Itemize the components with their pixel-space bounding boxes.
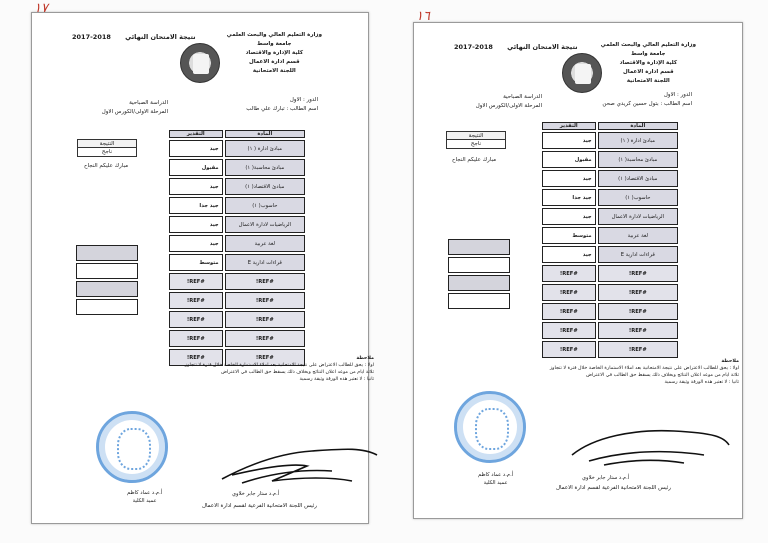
- table-row: [542, 227, 678, 244]
- grade-cell: #REF!: [542, 322, 596, 339]
- signer-name: أ.م.د ستار جابر خلاوي: [582, 475, 630, 481]
- exam-title: [454, 43, 578, 51]
- header-line: جامعة واسط: [631, 51, 666, 57]
- notes-section: [434, 358, 739, 386]
- side-boxes: [76, 245, 138, 317]
- table-row: [169, 197, 305, 214]
- subject-cell: #REF!: [225, 273, 305, 290]
- table-row: [542, 246, 678, 263]
- result-box: [446, 131, 506, 149]
- student-name: اسم الطالب : بتول حسين كريدي صحن: [602, 101, 692, 107]
- subject-cell: #REF!: [598, 284, 678, 301]
- exam-title-text: نتيجة الامتحان النهائي: [507, 43, 578, 51]
- side-box: [76, 281, 138, 297]
- congrats-text: مبارك عليكم النجاح: [452, 157, 497, 163]
- table-row: [169, 140, 305, 157]
- exam-title: [72, 33, 196, 41]
- table-row: [542, 341, 678, 358]
- header-line: وزارة التعليم العالي والبحث العلمي: [226, 32, 322, 38]
- university-logo-icon: [180, 43, 220, 83]
- subject-cell: قراءات ادارية E: [225, 254, 305, 271]
- grade-cell: جيد جدا: [542, 189, 596, 206]
- grade-cell: #REF!: [542, 284, 596, 301]
- header-line: قسم ادارة الاعمال: [623, 69, 674, 75]
- grade-cell: جيد: [542, 132, 596, 149]
- grade-cell: جيد: [542, 208, 596, 225]
- dean-name: أ.م.د عماد كاظم: [478, 472, 514, 478]
- subject-cell: مبادئ ادارة ( ١): [225, 140, 305, 157]
- institution-header: [227, 31, 322, 76]
- grade-cell: متوسط: [169, 254, 223, 271]
- exam-round: الدور : الاول: [663, 92, 692, 98]
- grade-cell: مقبول: [169, 159, 223, 176]
- table-row: [542, 132, 678, 149]
- grade-cell: جيد جدا: [169, 197, 223, 214]
- result-value: ناجح: [78, 148, 136, 156]
- committee-title: رئيس اللجنة الامتحانية الفرعية لقسم ادارة الاعمال: [556, 485, 671, 491]
- note-line: ثانيا : لا تعتبر هذه الورقة وثيقة رسمية: [299, 377, 374, 382]
- side-boxes: [448, 239, 510, 311]
- official-stamp-icon: [96, 411, 168, 483]
- grade-cell: #REF!: [542, 265, 596, 282]
- note-line: ثلاثة ايام من موعد اعلان النتائج وبخلاف ذلك يسقط حق الطالب في الاعتراض: [586, 373, 739, 378]
- result-sheet-left: [31, 1, 374, 524]
- subject-cell: قراءات ادارية E: [598, 246, 678, 263]
- table-row: [542, 189, 678, 206]
- table-row: [542, 208, 678, 225]
- table-row: [542, 151, 678, 168]
- page-number: ١٦: [416, 9, 430, 24]
- table-row: [542, 265, 678, 282]
- grade-cell: مقبول: [542, 151, 596, 168]
- note-line: ثلاثة ايام من موعد اعلان النتائج وبخلاف ذلك يسقط حق الطالب في الاعتراض: [221, 370, 374, 375]
- side-box: [76, 299, 138, 315]
- table-row: [169, 254, 305, 271]
- grade-cell: #REF!: [169, 349, 223, 366]
- subject-cell: مبادئ محاسبة( ١): [225, 159, 305, 176]
- table-header-row: [169, 130, 305, 138]
- subject-cell: #REF!: [225, 330, 305, 347]
- subject-cell: مبادئ الاقتصاد( ١): [225, 178, 305, 195]
- subject-cell: لغة عربية: [225, 235, 305, 252]
- institution-header: [601, 41, 696, 86]
- side-box: [448, 293, 510, 309]
- table-row: [542, 284, 678, 301]
- dean-title: عميد الكلية: [483, 480, 508, 486]
- grade-cell: #REF!: [169, 273, 223, 290]
- subject-cell: #REF!: [225, 311, 305, 328]
- result-label: النتيجة: [447, 132, 505, 140]
- grade-cell: #REF!: [542, 341, 596, 358]
- table-row: [169, 292, 305, 309]
- side-box: [448, 257, 510, 273]
- subject-cell: #REF!: [225, 349, 305, 366]
- column-header-subject: المادة: [598, 122, 678, 130]
- study-info: [102, 99, 168, 117]
- academic-year: 2018-2017: [72, 33, 111, 41]
- header-line: جامعة واسط: [257, 41, 292, 47]
- subject-cell: #REF!: [598, 341, 678, 358]
- header-line: وزارة التعليم العالي والبحث العلمي: [600, 42, 696, 48]
- notes-title: ملاحظة: [721, 359, 739, 364]
- result-value: ناجح: [447, 140, 505, 148]
- subject-cell: مبادئ محاسبة( ١): [598, 151, 678, 168]
- study-type: الدراسة الصباحية: [129, 100, 168, 106]
- exam-round: الدور : الاول: [289, 97, 318, 103]
- dean-name: أ.م.د عماد كاظم: [127, 490, 163, 496]
- table-row: [542, 170, 678, 187]
- grade-cell: جيد: [169, 235, 223, 252]
- subject-cell: الرياضيات لادارة الاعمال: [225, 216, 305, 233]
- table-row: [169, 178, 305, 195]
- side-box: [448, 275, 510, 291]
- grade-cell: #REF!: [169, 292, 223, 309]
- dean-signature-block: [478, 471, 513, 487]
- side-box: [448, 239, 510, 255]
- table-row: [169, 273, 305, 290]
- grade-cell: جيد: [169, 178, 223, 195]
- notes-title: ملاحظة: [356, 356, 374, 361]
- subject-cell: لغة عربية: [598, 227, 678, 244]
- note-line: اولا : يحق للطالب الاعتراض على نتيجة الامتحانية بعد املاء الاستمارة الخاصة خلال فترة لا تتجاوز: [549, 366, 739, 371]
- header-line: كلية الإدارة والاقتصاد: [619, 60, 678, 66]
- subject-cell: #REF!: [598, 322, 678, 339]
- grade-cell: جيد: [542, 246, 596, 263]
- header-line: اللجنة الامتحانية: [626, 78, 670, 84]
- notes-section: [54, 355, 374, 383]
- note-line: ثانيا : لا تعتبر هذه الورقة وثيقة رسمية: [664, 380, 739, 385]
- side-box: [76, 245, 138, 261]
- grade-cell: جيد: [169, 140, 223, 157]
- subject-cell: #REF!: [598, 303, 678, 320]
- header-line: اللجنة الامتحانية: [252, 68, 296, 74]
- academic-year: 2018-2017: [454, 43, 493, 51]
- table-row: [169, 311, 305, 328]
- column-header-grade: التقدير: [542, 122, 596, 130]
- table-row: [542, 322, 678, 339]
- header-line: قسم ادارة الاعمال: [249, 59, 300, 65]
- subject-cell: حاسوب( ١): [598, 189, 678, 206]
- table-row: [169, 159, 305, 176]
- subject-cell: #REF!: [598, 265, 678, 282]
- column-header-subject: المادة: [225, 130, 305, 138]
- subject-cell: #REF!: [225, 292, 305, 309]
- grade-cell: جيد: [169, 216, 223, 233]
- dean-signature-block: [127, 489, 162, 505]
- table-row: [169, 235, 305, 252]
- grade-cell: متوسط: [542, 227, 596, 244]
- page-number: ١٧: [34, 1, 48, 16]
- table-header-row: [542, 122, 678, 130]
- side-box: [76, 263, 138, 279]
- exam-title-text: نتيجة الامتحان النهائي: [125, 33, 196, 41]
- subject-cell: الرياضيات لادارة الاعمال: [598, 208, 678, 225]
- congrats-text: مبارك عليكم النجاح: [84, 163, 129, 169]
- dean-title: عميد الكلية: [132, 498, 157, 504]
- student-name: اسم الطالب : تبارك علي طالب: [246, 106, 318, 112]
- grade-cell: #REF!: [542, 303, 596, 320]
- university-logo-icon: [562, 53, 602, 93]
- table-row: [169, 216, 305, 233]
- committee-title: رئيس اللجنة الامتحانية الفرعية لقسم ادارة الاعمال: [202, 503, 317, 509]
- result-box: [77, 139, 137, 157]
- signature-icon: [564, 415, 734, 471]
- grade-cell: جيد: [542, 170, 596, 187]
- grades-table: [167, 128, 307, 368]
- grades-table: [540, 120, 680, 360]
- subject-cell: مبادئ ادارة ( ١): [598, 132, 678, 149]
- study-stage: المرحلة الاولى/الكورس الاول: [101, 109, 168, 115]
- result-label: النتيجة: [78, 140, 136, 148]
- header-line: كلية الإدارة والاقتصاد: [245, 50, 304, 56]
- subject-cell: مبادئ الاقتصاد( ١): [598, 170, 678, 187]
- note-line: اولا : يحق للطالب الاعتراض على نتيجة الامتحانية بعد املاء الاستمارة الخاصة خلال فترة لا تتجاوز: [184, 363, 374, 368]
- student-info: [602, 91, 692, 109]
- study-type: الدراسة الصباحية: [503, 94, 542, 100]
- signer-name: أ.م.د ستار جابر خلاوي: [232, 491, 280, 497]
- grade-cell: #REF!: [169, 311, 223, 328]
- subject-cell: حاسوب( ١): [225, 197, 305, 214]
- result-sheet-right: [413, 9, 743, 519]
- signature-icon: [212, 433, 382, 489]
- table-row: [169, 330, 305, 347]
- student-info: [246, 96, 318, 114]
- study-stage: المرحلة الاولى/الكورس الاول: [475, 103, 542, 109]
- study-info: [476, 93, 542, 111]
- grade-cell: #REF!: [169, 330, 223, 347]
- table-row: [542, 303, 678, 320]
- official-stamp-icon: [454, 391, 526, 463]
- column-header-grade: التقدير: [169, 130, 223, 138]
